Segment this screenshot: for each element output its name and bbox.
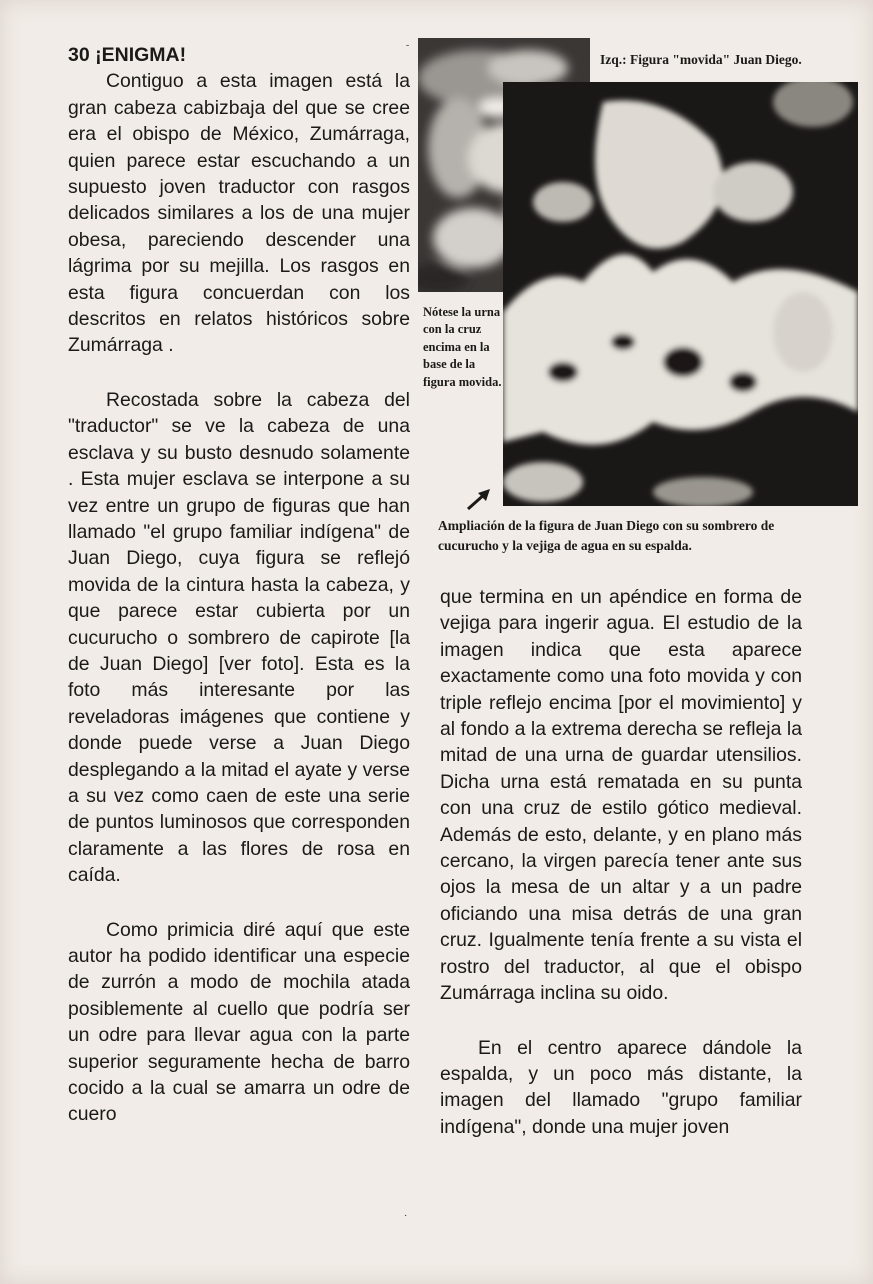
caption-top: Izq.: Figura "movida" Juan Diego. — [600, 52, 802, 67]
right-column — [440, 584, 802, 1140]
paragraph-3: Como primicia diré aquí que este autor ha podido identificar una especie de zurrón a modo de mochila atada posiblemente al cuello que podría ser un odre para llevar agua con la parte superior seguramente hecha de barro cocido a la cual se amarra un odre de cuero — [68, 918, 410, 1126]
paragraph-5: En el centro aparece dándole la espalda, y un poco más distante, la imagen del llamado "grupo familiar indígena", donde una mujer joven — [440, 1036, 802, 1138]
paragraph-2: Recostada sobre la cabeza del "traductor" se ve la cabeza de una esclava y su busto desnudo solamente . Esta mujer esclava se interpone a su vez entre un grupo de figuras que han llamado "el grupo familiar indígena" de Juan Diego, cuya figura se reflejó movida de la cintura hasta la cabeza, y que parece estar cubierta por un cucurucho o sombrero de capirote [la de Juan Diego] [ver foto]. Esta es la foto más interesante por las reveladoras imágenes que contiene y donde puede verse a Juan Diego desplegando a la mitad el ayate y verse a su vez como caen de este una serie de puntos luminosos que corresponden claramente a las flores de rosa en caída. — [68, 388, 410, 887]
article-heading: 30 ¡ENIGMA! — [68, 44, 187, 66]
print-mark: ˉ — [406, 44, 410, 55]
left-column — [68, 42, 410, 1128]
arrow-icon — [464, 487, 494, 513]
caption-side: Nótese la urna con la cruz encima en la base de la figura movida. — [423, 305, 502, 389]
print-dot: · — [404, 1210, 408, 1221]
paragraph-4: que termina en un apéndice en forma de vejiga para ingerir agua. El estudio de la imagen indica que esta aparece exactamente como una foto movida y con triple reflejo encima [por el movimiento] y al fondo a la extrema derecha se refleja la mitad de una urna de guardar utensilios. Dicha urna está rematada en su punta con una cruz de estilo gótico medieval. Además de esto, delante, y en plano más cercano, la virgen parecía tener ante sus ojos la mesa de un altar y a un padre oficiando una misa detrás de una gran cruz. Igualmente tenía frente a su vista el rostro del traductor, al que el obispo Zumárraga inclina su oido. — [440, 586, 802, 1005]
paragraph-1: Contiguo a esta imagen está la gran cabeza cabizbaja del que se cree era el obispo de México, Zumárraga, quien parece estar escuchando a un supuesto joven traductor con rasgos delicados similares a los de una mujer obesa, pareciendo descender una lágrima por su mejilla. Los rasgos en esta figura concuerdan con los descritos en relatos históricos sobre Zumárraga . — [68, 70, 410, 357]
caption-bottom: Ampliación de la figura de Juan Diego con su sombrero de cucurucho y la vejiga de agua en su espalda. — [438, 518, 775, 553]
photo-juan-diego-enlarged — [503, 82, 858, 506]
